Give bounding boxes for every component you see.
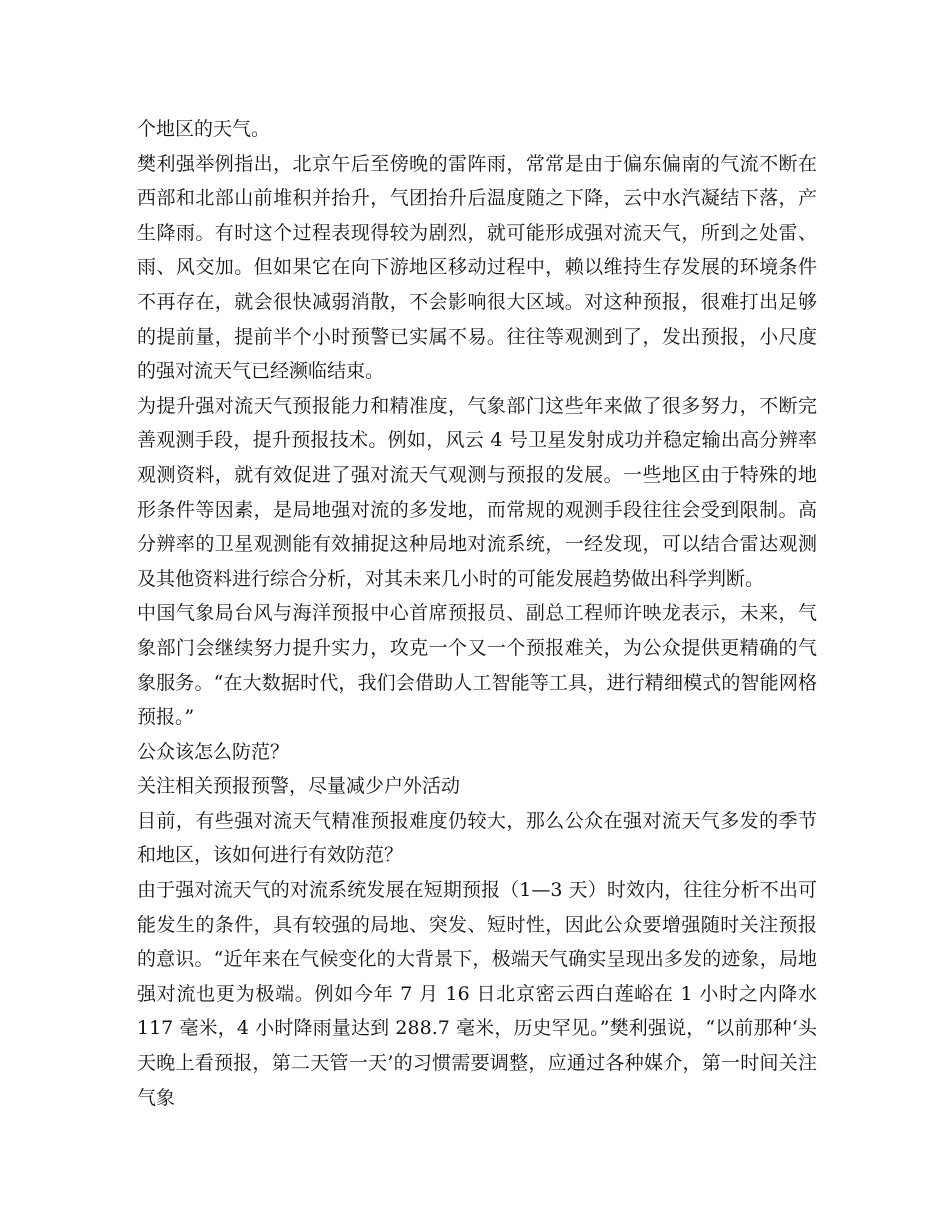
section-subheading: 关注相关预报预警，尽量减少户外活动 — [137, 775, 461, 798]
paragraph-expert-quote: 中国气象局台风与海洋预报中心首席预报员、副总工程师许映龙表示，未来，气象部门会继续努力提升实力，攻克一个又一个预报难关，为公众提供更精确的气象服务。“在大数据时代，我们会借助人工智能等工具，进行精细模式的智能网格预报。” — [137, 602, 817, 729]
paragraph-prevention-advice: 由于强对流天气的对流系统发展在短期预报（1—3 天）时效内，往往分析不出可能发生的条件，具有较强的局地、突发、短时性，因此公众要增强随时关注预报的意识。“近年来在气候变化的大背景下，极端天气确实呈现出多发的迹象，局地强对流也更为极端。例如今年 7 月 16 日北京密云西白莲峪在 1 小时之内降水 117 毫米，4 小时降雨量达到 288.7 毫米，历史罕见。”樊利强说，“以前那种‘头天晚上看预报，第二天管一天’的习惯需要调整，应通过各种媒介，第一时间关注气象 — [137, 879, 817, 1109]
paragraph-forecast-improvement: 为提升强对流天气预报能力和精准度，气象部门这些年来做了很多努力，不断完善观测手段，提升预报技术。例如，风云 4 号卫星发射成功并稳定输出高分辨率观测资料，就有效促进了强对流天气观测与预报的发展。一些地区由于特殊的地形条件等因素，是局地强对流的多发地，而常规的观测手段往往会受到限制。高分辨率的卫星观测能有效捕捉这种局地对流系统，一经发现，可以结合雷达观测及其他资料进行综合分析，对其未来几小时的可能发展趋势做出科学判断。 — [137, 394, 817, 590]
document-body — [137, 112, 817, 1115]
section-question-heading: 公众该怎么防范？ — [137, 740, 290, 763]
paragraph-prevention-question: 目前，有些强对流天气精准预报难度仍较大，那么公众在强对流天气多发的季节和地区，该如何进行有效防范？ — [137, 809, 817, 867]
paragraph-continuation: 个地区的天气。 — [137, 118, 271, 140]
paragraph-thunderstorm-example: 樊利强举例指出，北京午后至傍晚的雷阵雨，常常是由于偏东偏南的气流不断在西部和北部山前堆积并抬升，气团抬升后温度随之下降，云中水汽凝结下落，产生降雨。有时这个过程表现得较为剧烈，就可能形成强对流天气，所到之处雷、雨、风交加。但如果它在向下游地区移动过程中，赖以维持生存发展的环境条件不再存在，就会很快减弱消散，不会影响很大区域。对这种预报，很难打出足够的提前量，提前半个小时预警已实属不易。往往等观测到了，发出预报，小尺度的强对流天气已经濒临结束。 — [137, 152, 817, 383]
